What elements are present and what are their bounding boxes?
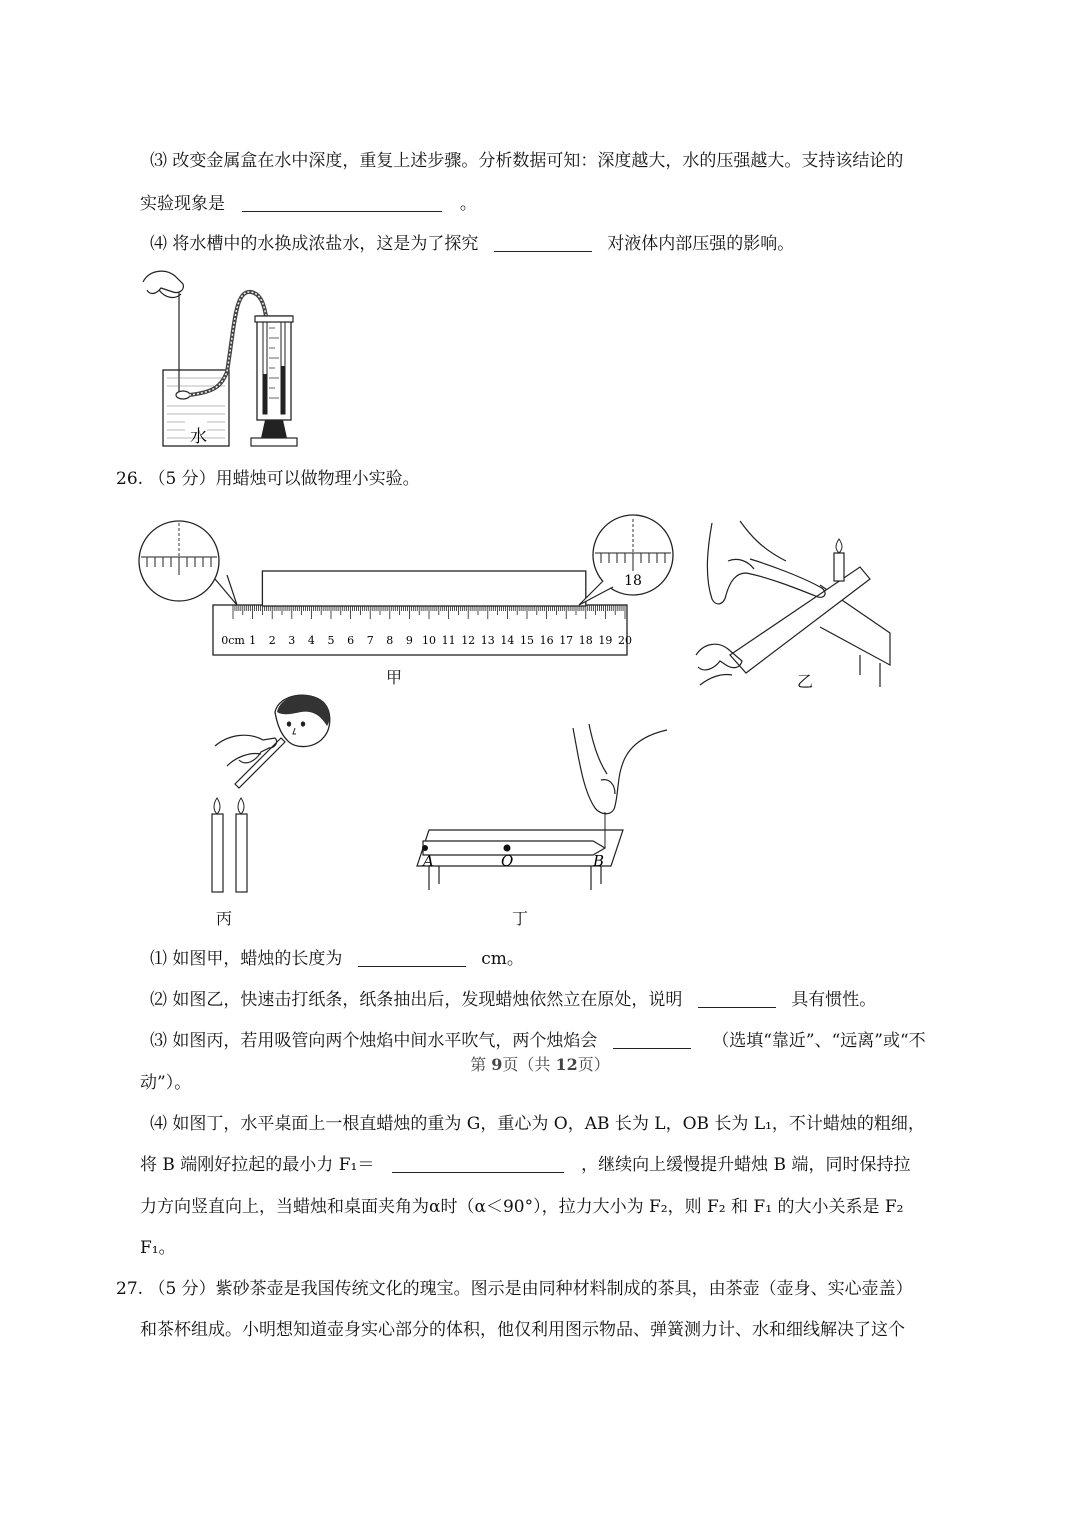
q26-part2-suffix: 具有惯性。	[791, 990, 877, 1010]
q25-part3-prefix: 实验现象是	[140, 194, 225, 214]
caption-jia: 甲	[386, 668, 403, 687]
q25-part3-suffix: 。	[459, 194, 477, 214]
ruler-candle-figure	[135, 505, 695, 660]
ruler-tick-label: 12	[461, 634, 476, 647]
candle	[262, 571, 585, 606]
paper-strip-figure	[690, 515, 900, 700]
q26-part3-suffix: （选填“靠近”、“远离”或“不	[712, 1031, 926, 1051]
ruler-tick-label: 11	[441, 634, 456, 647]
footer-prefix: 第	[470, 1055, 492, 1074]
ruler-tick-label: 2	[268, 634, 276, 647]
q26-part1-line	[150, 947, 524, 971]
q26-part3-prefix: ⑶ 如图丙，若用吸管向两个烛焰中间水平吹气，两个烛焰会	[150, 1031, 598, 1051]
caption-ding: 丁	[512, 909, 529, 928]
q25-part3-line2	[140, 192, 477, 216]
ruler-tick-label: 4	[307, 634, 315, 647]
q25-part4-prefix: ⑷ 将水槽中的水换成浓盐水，这是为了探究	[150, 234, 479, 254]
blowing-candles-figure	[205, 690, 340, 900]
ruler-tick-label: 16	[539, 634, 554, 647]
q26-part4-prefix: 将 B 端刚好拉起的最小力 F₁＝	[140, 1155, 375, 1175]
water-label: 水	[190, 427, 207, 447]
ruler-tick-label: 17	[559, 634, 574, 647]
ruler-tick-label: 3	[288, 634, 296, 647]
q26-title: 26. （5 分）用蜡烛可以做物理小实验。	[116, 469, 420, 489]
q25-part3-line1: ⑶ 改变金属盒在水中深度，重复上述步骤。分析数据可知：深度越大，水的压强越大。支持该结论的	[150, 151, 904, 171]
q26-part4-line2	[140, 1153, 910, 1177]
ruler-tick-label: 5	[327, 634, 335, 647]
q26-part2-prefix: ⑵ 如图乙，快速击打纸条，纸条抽出后，发现蜡烛依然立在原处，说明	[150, 990, 683, 1010]
q26-part1-answer-blank[interactable]	[358, 948, 466, 967]
q25-part3-answer-blank[interactable]	[242, 193, 442, 212]
zoom-label-18: 18	[624, 573, 642, 589]
q26-part3-answer-blank[interactable]	[613, 1030, 691, 1049]
ruler-tick-label: 0cm	[221, 634, 245, 647]
ruler-tick-label: 8	[386, 634, 394, 647]
caption-bing: 丙	[216, 909, 233, 928]
ruler-tick-label: 9	[405, 634, 413, 647]
ruler-tick-label: 13	[480, 634, 495, 647]
q26-part3-cont: 动”）。	[140, 1073, 192, 1093]
footer-suffix: 页）	[577, 1055, 610, 1074]
q26-part4-line4: F₁。	[140, 1238, 176, 1258]
ruler-tick-label: 7	[366, 634, 374, 647]
q26-part4-suffix: ，继续向上缓慢提升蜡烛 B 端，同时保持拉	[581, 1155, 911, 1175]
ruler-tick-label: 6	[347, 634, 355, 647]
caption-yi: 乙	[797, 672, 814, 691]
footer-page-number: 9	[491, 1055, 503, 1074]
label-o: O	[501, 852, 514, 870]
page-footer	[0, 1052, 1080, 1075]
ruler	[213, 605, 632, 655]
footer-total-pages: 12	[555, 1055, 578, 1074]
ruler-tick-label: 20	[618, 634, 632, 647]
q27-line1: 27. （5 分）紫砂茶壶是我国传统文化的瑰宝。图示是由同种材料制成的茶具，由茶壶（壶身、实心壶盖）	[116, 1279, 913, 1299]
q25-part4-line	[150, 232, 794, 256]
ruler-tick-label: 15	[520, 634, 534, 647]
q25-part4-suffix: 对液体内部压强的影响。	[607, 234, 795, 254]
pressure-gauge-figure	[135, 262, 305, 452]
q26-part4-answer-blank[interactable]	[392, 1154, 564, 1173]
candle-lever-figure	[405, 720, 685, 900]
ruler-tick-label: 10	[422, 634, 436, 647]
q26-part4-line1: ⑷ 如图丁，水平桌面上一根直蜡烛的重为 G，重心为 O，AB 长为 L，OB 长为 L₁，不计蜡烛的粗细，	[150, 1114, 925, 1134]
q26-part1-prefix: ⑴ 如图甲，蜡烛的长度为	[150, 949, 343, 969]
label-a: A	[423, 852, 434, 870]
footer-middle: 页（共	[502, 1055, 556, 1074]
ruler-tick-label: 14	[500, 634, 515, 647]
q27-line2: 和茶杯组成。小明想知道壶身实心部分的体积，他仅利用图示物品、弹簧测力计、水和细线解决了这个	[140, 1320, 905, 1340]
q25-part4-answer-blank[interactable]	[494, 233, 592, 252]
q26-part3-line	[150, 1029, 926, 1053]
ruler-tick-label: 18	[578, 634, 593, 647]
q26-part1-suffix: cm。	[481, 949, 524, 969]
label-b: B	[593, 852, 605, 870]
ruler-tick-label: 1	[249, 634, 257, 647]
ruler-tick-label: 19	[598, 634, 613, 647]
q26-part2-answer-blank[interactable]	[698, 989, 776, 1008]
q26-part2-line	[150, 988, 876, 1012]
q26-part4-line3: 力方向竖直向上，当蜡烛和桌面夹角为α时（α＜90°），拉力大小为 F₂，则 F₂ 和 F₁ 的大小关系是 F₂	[140, 1197, 904, 1217]
